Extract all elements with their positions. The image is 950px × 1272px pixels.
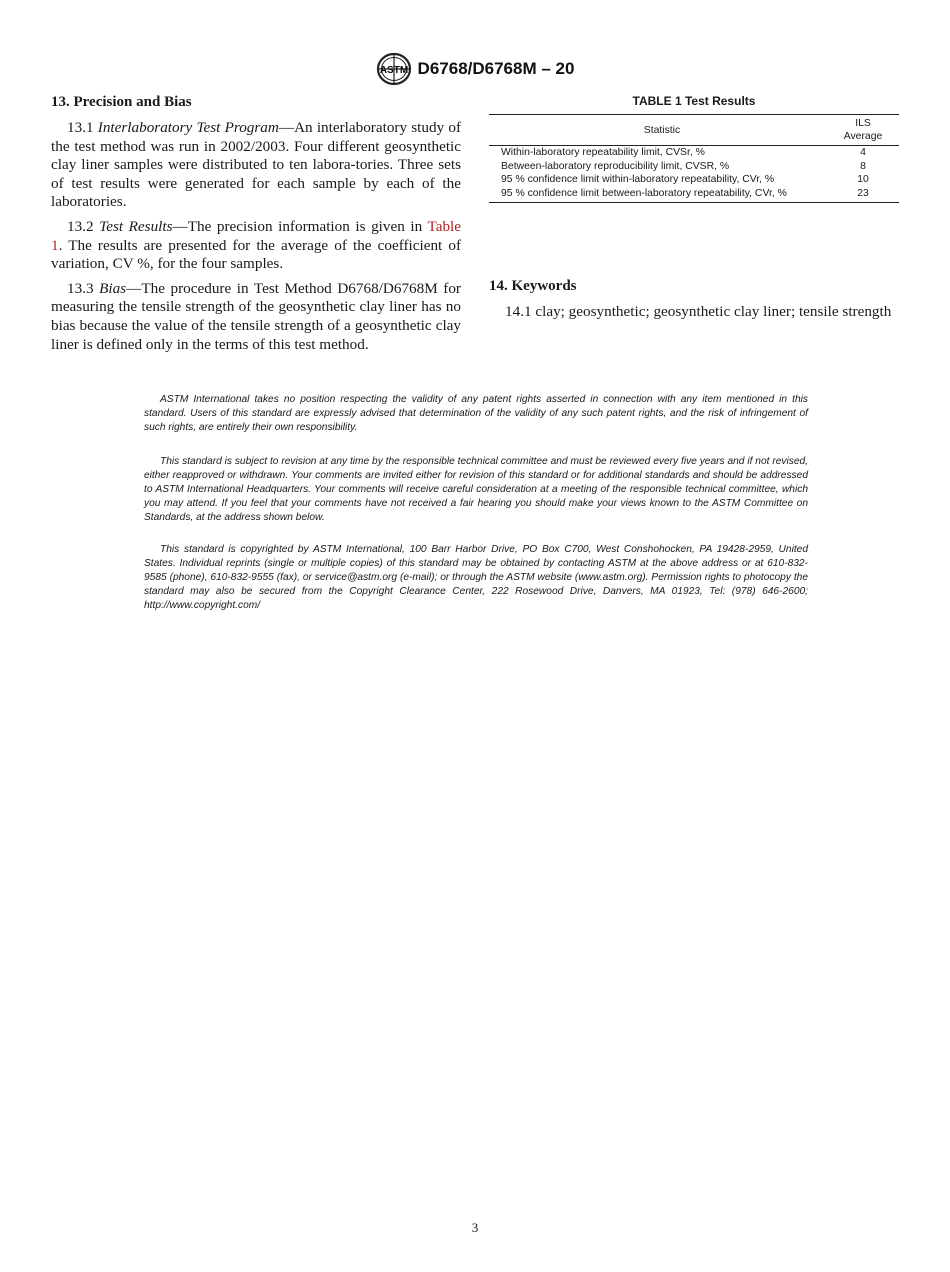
svg-text:ASTM: ASTM (379, 65, 408, 76)
value-cell: 8 (860, 160, 866, 172)
left-column (51, 92, 461, 360)
table-1-link[interactable]: Table 1 (51, 217, 462, 254)
page-header (0, 52, 950, 86)
ils-average-column-header (827, 115, 899, 146)
section-14-heading: 14. Keywords (489, 278, 577, 295)
ils-header-line1: ILS (855, 118, 871, 129)
statistic-cell: Within-laboratory repeatability limit, CVSr, % (501, 147, 705, 158)
paragraph-13-3-number: 13.3 (67, 279, 94, 297)
copyright-notice (144, 543, 808, 613)
table-row (489, 173, 899, 187)
paragraph-13-1-number: 13.1 (67, 119, 94, 136)
patent-notice-text: ASTM International takes no position respecting the validity of any patent rights asserted in connection with any item mentioned in this standard. Users of this standard are expressly advised that determination of the validity of any such patent rights, and the risk of infringement of such rights, are entirely their own responsibility. (144, 394, 808, 433)
table-1-title: TABLE 1 Test Results (632, 94, 756, 108)
paragraph-13-1-text: —An interlaboratory study of the test method was run in 2002/2003. Four different geosynthetic clay liner samples were distributed to ten labora-tories. Three sets of test results were generated for each sample by each of the laboratories. (51, 119, 462, 211)
statistic-cell: Between-laboratory reproducibility limit, CVSR, % (501, 160, 730, 172)
paragraph-13-2-text-after: . The results are presented for the average of the coefficient of variation, CV %, for the four samples. (51, 236, 461, 273)
revision-notice (144, 455, 808, 525)
table-row (489, 160, 899, 174)
statistic-cell: 95 % confidence limit between-laboratory repeatability, CVr, % (489, 187, 827, 203)
section-13-heading: 13. Precision and Bias (51, 94, 192, 110)
value-cell: 4 (860, 147, 866, 158)
paragraph-13-1-title: Interlaboratory Test Program (97, 119, 279, 136)
paragraph-13-3-text: —The procedure in Test Method D6768/D6768M for measuring the tensile strength of the geosynthetic clay liner has no bias because the value of the tensile strength of a geosynthetic clay liner is defined only in the terms of this test method. (51, 279, 461, 353)
paragraph-13-2 (51, 218, 461, 274)
paragraph-13-3 (51, 280, 461, 354)
paragraph-13-2-title: Test Results (99, 217, 173, 235)
page-number: 3 (471, 1220, 479, 1235)
paragraph-13-2-text-before: —The precision information is given in (172, 217, 428, 235)
document-designation: D6768/D6768M – 20 (417, 59, 575, 78)
paragraph-13-2-number: 13.2 (67, 217, 94, 235)
test-results-table (489, 114, 899, 203)
right-column (489, 92, 899, 328)
paragraph-13-1 (51, 119, 461, 212)
value-cell: 23 (827, 187, 899, 203)
statistic-cell: 95 % confidence limit within-laboratory repeatability, CVr, % (501, 174, 775, 186)
revision-notice-text: This standard is subject to revision at any time by the responsible technical committee and must be reviewed every five years and if not revised, either reapproved or withdrawn. Your comments are invited either for revision of this standard or for additional standards and should be addressed to ASTM International Headquarters. Your comments will receive careful consideration at a meeting of the responsible technical committee, which you may attend. If you feel that your comments have not received a fair hearing you should make your views known to the ASTM Committee on Standards, at the address shown below. (144, 456, 808, 523)
patent-notice (144, 393, 808, 435)
table-row (489, 187, 899, 203)
ils-header-line2: Average (843, 131, 883, 142)
table-header-row (489, 115, 899, 146)
statistic-column-header: Statistic (489, 115, 827, 146)
value-cell: 10 (857, 174, 869, 186)
paragraph-13-3-title: Bias (99, 279, 127, 297)
paragraph-14-1: 14.1 clay; geosynthetic; geosynthetic clay liner; tensile strength (505, 303, 892, 321)
astm-logo-icon (376, 52, 412, 86)
table-row (489, 146, 899, 160)
copyright-notice-text: This standard is copyrighted by ASTM International, 100 Barr Harbor Drive, PO Box C700, West Conshohocken, PA 19428-2959, United States. Individual reprints (single or multiple copies) of this standard may be obtained by contacting ASTM at the above address or at 610-832-9585 (phone), 610-832-9555 (fax), or service@astm.org (e-mail); or through the ASTM website (www.astm.org). Permission rights to photocopy the standard may also be secured from the Copyright Clearance Center, 222 Rosewood Drive, Danvers, MA 01923, Tel: (978) 646-2600; http://www.copyright.com/ (144, 544, 808, 611)
